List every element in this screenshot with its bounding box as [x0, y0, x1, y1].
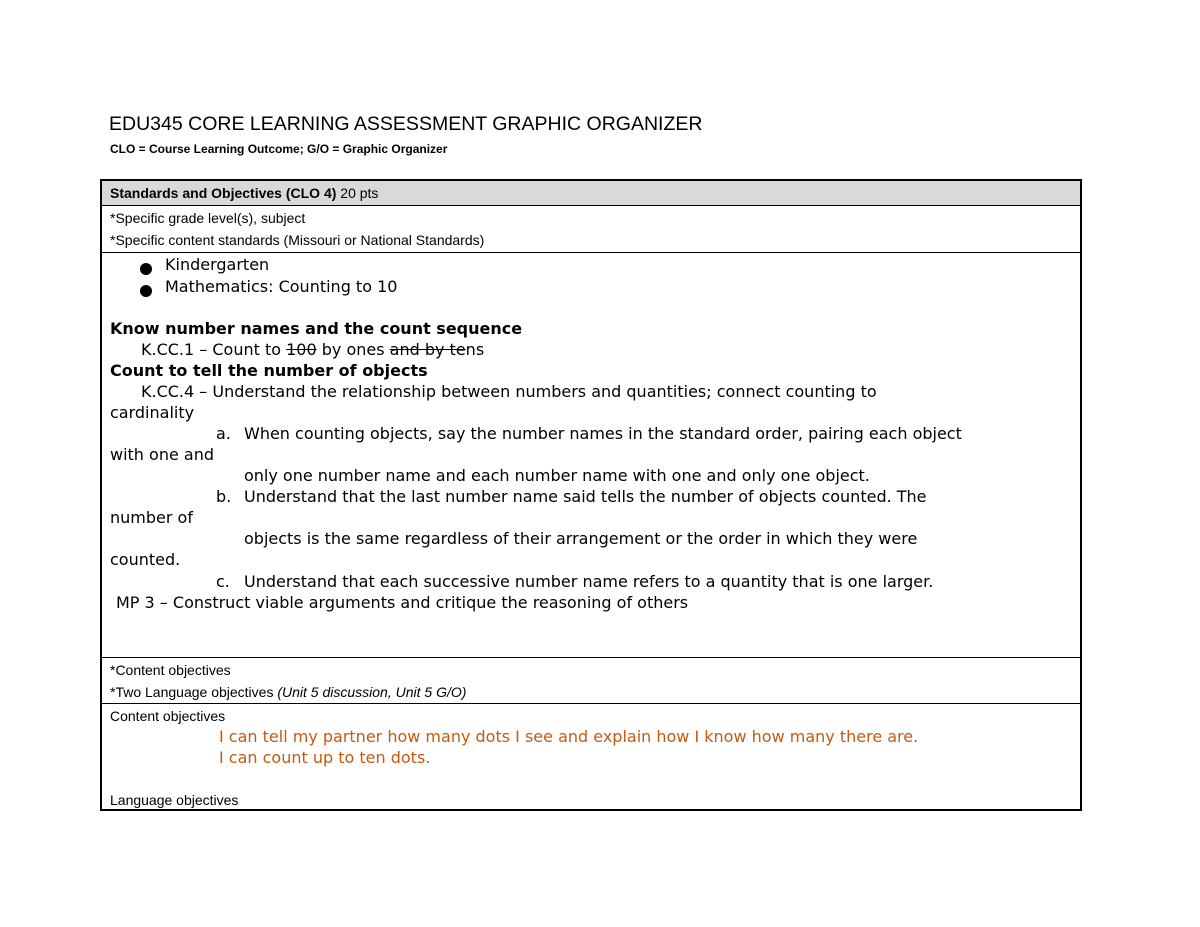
item-b-marker: b.: [216, 487, 232, 506]
kcc1-middle: by ones: [316, 340, 390, 359]
header-label: Standards and Objectives (CLO 4): [110, 185, 337, 201]
standard-heading-count-sequence: Know number names and the count sequence: [110, 319, 523, 338]
content-objectives-prompt: *Content objectives: [110, 662, 231, 678]
standard-kcc4-line1: K.CC.4 – Understand the relationship between numbers and quantities; connect counting to: [141, 382, 877, 401]
item-c-marker: c.: [216, 572, 230, 591]
kcc1-prefix: K.CC.1 – Count to: [141, 340, 287, 359]
standard-mp3: MP 3 – Construct viable arguments and critique the reasoning of others: [116, 593, 689, 612]
bullet-icon: [140, 263, 152, 275]
content-standards-prompt: *Specific content standards (Missouri or National Standards): [110, 232, 485, 248]
kcc1-struck-100: 100: [286, 340, 317, 359]
header-points: 20 pts: [340, 185, 379, 201]
standards-content-row: [102, 252, 1080, 657]
page-subtitle: CLO = Course Learning Outcome; G/O = Graphic Organizer: [110, 142, 448, 156]
bullet-item-grade: Kindergarten: [165, 255, 270, 274]
content-objectives-label: Content objectives: [110, 708, 226, 724]
language-objectives-prompt: [110, 681, 1072, 703]
bullet-icon: [140, 285, 152, 297]
kcc1-suffix: ns: [465, 340, 485, 359]
item-c-line1: Understand that each successive number name refers to a quantity that is one larger.: [244, 572, 934, 591]
item-b-line1: Understand that the last number name said tells the number of objects counted. The: [244, 487, 927, 506]
assessment-table: [100, 179, 1082, 811]
objectives-content-row: [102, 703, 1080, 809]
language-prompt-text: *Two Language objectives: [110, 684, 278, 700]
standard-heading-count-objects: Count to tell the number of objects: [110, 361, 428, 380]
content-objective-item: I can tell my partner how many dots I see and explain how I know how many there are.: [219, 727, 919, 746]
bullet-item-subject: Mathematics: Counting to 10: [165, 277, 398, 296]
standard-kcc1: [141, 339, 484, 360]
standard-kcc4-line2: cardinality: [110, 403, 195, 422]
objective-prompt-row: [102, 657, 1080, 703]
item-a-marker: a.: [216, 424, 231, 443]
item-b-wrap: number of: [110, 508, 193, 527]
item-b-line2: objects is the same regardless of their arrangement or the order in which they were: [244, 529, 918, 548]
kcc1-struck-tens: and by te: [389, 340, 466, 359]
grade-level-prompt: *Specific grade level(s), subject: [110, 210, 306, 226]
page-title: EDU345 CORE LEARNING ASSESSMENT GRAPHIC ORGANIZER: [109, 113, 703, 135]
item-b-wrap2: counted.: [110, 550, 181, 569]
item-a-line1: When counting objects, say the number names in the standard order, pairing each object: [244, 424, 962, 443]
table-header-row: [102, 181, 1080, 205]
language-objectives-label: Language objectives: [110, 792, 239, 808]
content-objective-item: I can count up to ten dots.: [219, 748, 431, 767]
standards-prompt-row: [102, 205, 1080, 252]
item-a-wrap: with one and: [110, 445, 214, 464]
language-prompt-note: (Unit 5 discussion, Unit 5 G/O): [277, 684, 467, 700]
item-a-line2: only one number name and each number name with one and only one object.: [244, 466, 870, 485]
